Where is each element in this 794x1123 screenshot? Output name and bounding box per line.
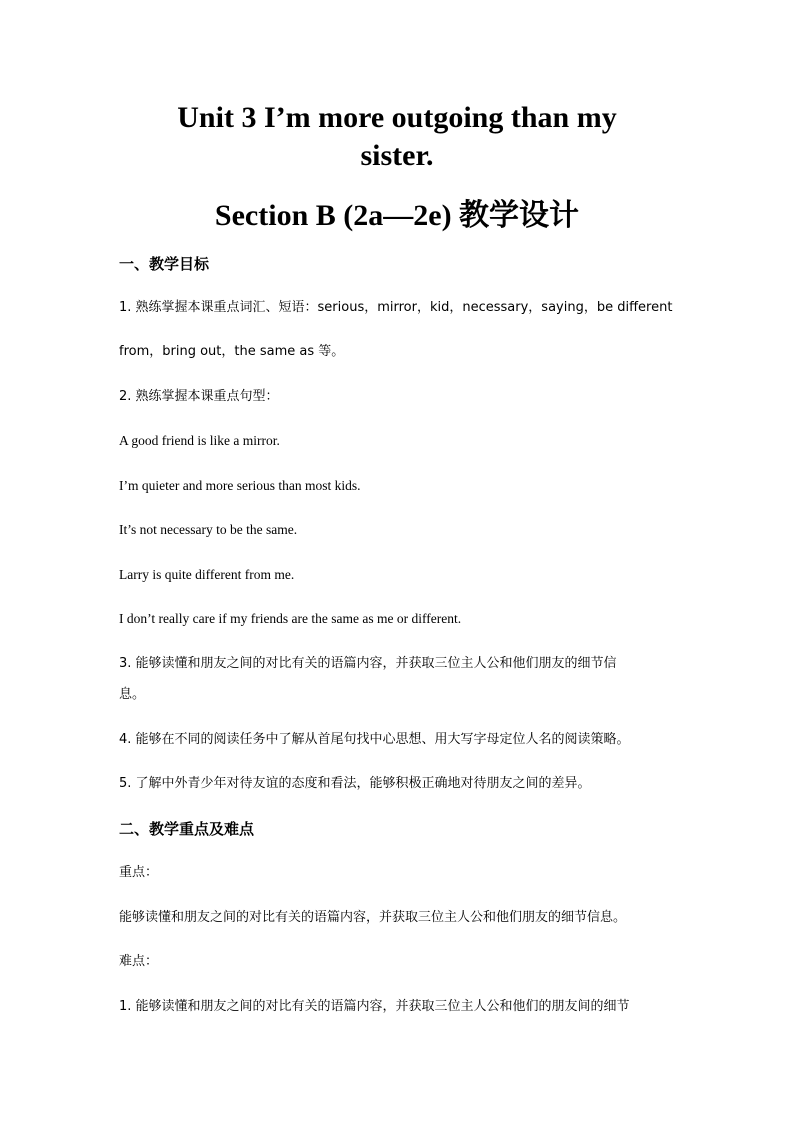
section-heading-teaching-objectives: 一、教学目标 — [119, 255, 210, 273]
key-sentence-4: Larry is quite different from me. — [119, 567, 295, 582]
objective-1-line-1: 1. 熟练掌握本课重点词汇、短语：serious，mirror，kid，necessary，saying，be different — [119, 300, 673, 315]
key-point-text: 能够读懂和朋友之间的对比有关的语篇内容，并获取三位主人公和他们朋友的细节信息。 — [119, 910, 627, 925]
document-subtitle: Section B (2a—2e) 教学设计 — [214, 199, 580, 232]
objective-5: 5. 了解中外青少年对待友谊的态度和看法，能够积极正确地对待朋友之间的差异。 — [119, 776, 591, 791]
key-sentence-1: A good friend is like a mirror. — [119, 433, 280, 448]
objective-2: 2. 熟练掌握本课重点句型： — [119, 389, 279, 404]
objective-3-line-1: 3. 能够读懂和朋友之间的对比有关的语篇内容，并获取三位主人公和他们朋友的细节信 — [119, 656, 617, 671]
document-title-line-1: Unit 3 I’m more outgoing than my — [177, 101, 617, 134]
key-point-label: 重点： — [119, 865, 159, 880]
objective-4: 4. 能够在不同的阅读任务中了解从首尾句找中心思想、用大写字母定位人名的阅读策略。 — [119, 732, 630, 747]
key-sentence-3: It’s not necessary to be the same. — [119, 522, 298, 537]
objective-3-line-2: 息。 — [119, 687, 146, 702]
difficult-point-label: 难点： — [119, 954, 159, 969]
objective-1-line-2: from，bring out，the same as 等。 — [119, 344, 345, 359]
document-title-line-2: sister. — [360, 139, 434, 172]
section-heading-key-and-difficult-points: 二、教学重点及难点 — [119, 820, 255, 838]
difficult-point-1: 1. 能够读懂和朋友之间的对比有关的语篇内容，并获取三位主人公和他们的朋友间的细节 — [119, 999, 630, 1014]
key-sentence-5: I don’t really care if my friends are the same as me or different. — [119, 611, 462, 626]
key-sentence-2: I’m quieter and more serious than most kids. — [119, 478, 361, 493]
